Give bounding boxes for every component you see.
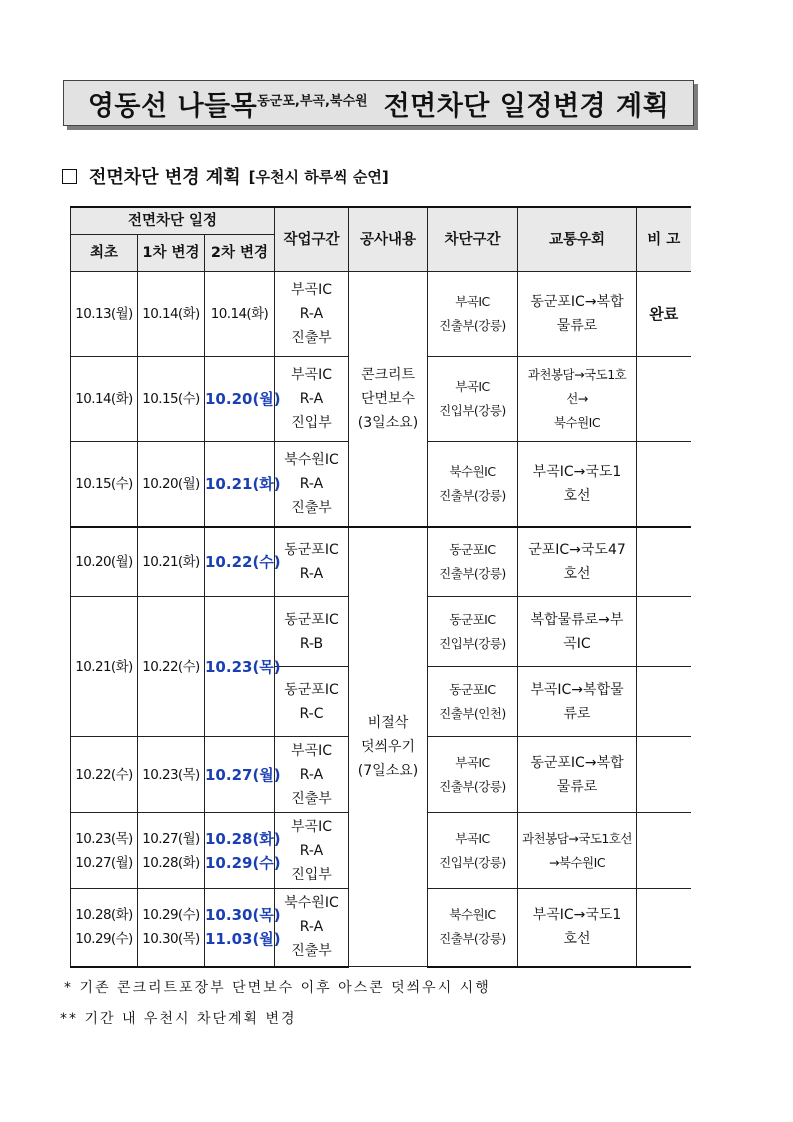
cell-remark (637, 357, 691, 442)
cell-change1: 10.20(월) (138, 442, 205, 527)
cell-detour: 과천봉담→국도1호선 →북수원IC (518, 813, 637, 889)
header-work: 공사내용 (349, 207, 428, 272)
cell-remark (637, 442, 691, 527)
cell-detour: 부곡IC→국도1 호선 (518, 889, 637, 967)
cell-remark (637, 597, 691, 667)
header-remark: 비 고 (637, 207, 691, 272)
cell-detour: 복합물류로→부 곡IC (518, 597, 637, 667)
cell-detour: 과천봉담→국도1호 선→ 북수원IC (518, 357, 637, 442)
checkbox-square-icon (62, 169, 77, 184)
cell-initial-b: 10.27(월) (75, 854, 133, 871)
cell-block: 부곡IC 진입부(강릉) (428, 813, 518, 889)
cell-change2-b: 11.03(월) (205, 930, 281, 949)
cell-detour: 부곡IC→복합물 류로 (518, 667, 637, 737)
title-main-right: 전면차단 일정변경 계획 (383, 90, 670, 122)
cell-work-group1: 콘크리트 단면보수 (3일소요) (349, 272, 428, 527)
cell-block: 북수원IC 진출부(강릉) (428, 889, 518, 967)
cell-initial (71, 813, 138, 889)
cell-initial: 10.22(수) (71, 737, 138, 813)
cell-block: 부곡IC 진출부(강릉) (428, 737, 518, 813)
footnote-2: ** 기간 내 우천시 차단계획 변경 (60, 1011, 297, 1027)
cell-section: 동군포IC R-A (275, 527, 349, 597)
cell-initial: 10.14(화) (71, 357, 138, 442)
cell-remark (637, 889, 691, 967)
header-initial: 최초 (71, 235, 138, 272)
cell-initial: 10.21(화) (71, 597, 138, 737)
cell-initial: 10.20(월) (71, 527, 138, 597)
header-change1: 1차 변경 (138, 235, 205, 272)
cell-detour: 군포IC→국도47 호선 (518, 527, 637, 597)
cell-remark (637, 813, 691, 889)
cell-block: 동군포IC 진출부(강릉) (428, 527, 518, 597)
cell-section: 부곡IC R-A 진출부 (275, 272, 349, 357)
header-schedule-group: 전면차단 일정 (71, 207, 275, 235)
cell-block: 부곡IC 진출부(강릉) (428, 272, 518, 357)
page-title (63, 80, 694, 126)
cell-change2-b: 10.29(수) (205, 853, 281, 872)
cell-change2-a: 10.28(화) (205, 829, 281, 848)
cell-block: 부곡IC 진입부(강릉) (428, 357, 518, 442)
cell-initial: 10.13(월) (71, 272, 138, 357)
cell-change1: 10.14(화) (138, 272, 205, 357)
table-row (71, 527, 691, 597)
header-block: 차단구간 (428, 207, 518, 272)
schedule-table (70, 206, 691, 968)
title-main-left: 영동선 나들목 (87, 90, 258, 122)
cell-section: 동군포IC R-C (275, 667, 349, 737)
cell-change1 (138, 889, 205, 967)
section-heading (62, 163, 389, 189)
cell-initial-b: 10.29(수) (75, 931, 133, 948)
table-header-row (71, 207, 691, 235)
cell-change2: 10.22(수) (205, 527, 275, 597)
footnote-1: * 기존 콘크리트포장부 단면보수 이후 아스콘 덧씌우시 시행 (64, 980, 491, 996)
section-heading-note: [우천시 하루씩 순연] (248, 167, 389, 186)
cell-change1-b: 10.30(목) (142, 931, 200, 948)
cell-change2-a: 10.30(목) (205, 906, 281, 925)
cell-detour: 동군포IC→복합 물류로 (518, 737, 637, 813)
cell-remark (637, 737, 691, 813)
cell-change2: 10.14(화) (205, 272, 275, 357)
cell-change1-b: 10.28(화) (142, 854, 200, 871)
header-section: 작업구간 (275, 207, 349, 272)
cell-detour: 동군포IC→복합 물류로 (518, 272, 637, 357)
cell-section: 부곡IC R-A 진입부 (275, 357, 349, 442)
cell-initial-a: 10.28(화) (75, 907, 133, 924)
cell-change1-a: 10.27(월) (142, 830, 200, 847)
cell-initial-a: 10.23(목) (75, 830, 133, 847)
title-superscript: 동군포,부곡,북수원 (257, 93, 368, 109)
cell-change1: 10.21(화) (138, 527, 205, 597)
cell-block: 동군포IC 진출부(인천) (428, 667, 518, 737)
cell-section: 부곡IC R-A 진출부 (275, 737, 349, 813)
cell-section: 동군포IC R-B (275, 597, 349, 667)
cell-change2: 10.21(화) (205, 442, 275, 527)
cell-change1-a: 10.29(수) (142, 907, 200, 924)
header-detour: 교통우회 (518, 207, 637, 272)
cell-initial: 10.15(수) (71, 442, 138, 527)
cell-change2 (205, 889, 281, 967)
header-change2: 2차 변경 (205, 235, 275, 272)
cell-detour: 부곡IC→국도1 호선 (518, 442, 637, 527)
cell-section: 부곡IC R-A 진입부 (275, 813, 349, 889)
section-heading-text: 전면차단 변경 계획 (89, 167, 241, 188)
cell-change2: 10.23(목) (205, 597, 275, 737)
title-banner (63, 80, 698, 130)
status-badge: 완료 (637, 272, 691, 357)
cell-remark (637, 667, 691, 737)
cell-section: 북수원IC R-A 진출부 (275, 442, 349, 527)
cell-change1 (138, 813, 205, 889)
cell-change2: 10.27(월) (205, 737, 275, 813)
cell-block: 동군포IC 진입부(강릉) (428, 597, 518, 667)
cell-change2 (205, 813, 281, 889)
cell-block: 북수원IC 진출부(강릉) (428, 442, 518, 527)
cell-initial (71, 889, 138, 967)
cell-change1: 10.22(수) (138, 597, 205, 737)
table-row (71, 272, 691, 357)
cell-change1: 10.15(수) (138, 357, 205, 442)
cell-change2: 10.20(월) (205, 357, 275, 442)
cell-change1: 10.23(목) (138, 737, 205, 813)
cell-remark (637, 527, 691, 597)
cell-section: 북수원IC R-A 진출부 (275, 889, 349, 967)
cell-work-group2: 비절삭 덧씌우기 (7일소요) (349, 527, 428, 967)
